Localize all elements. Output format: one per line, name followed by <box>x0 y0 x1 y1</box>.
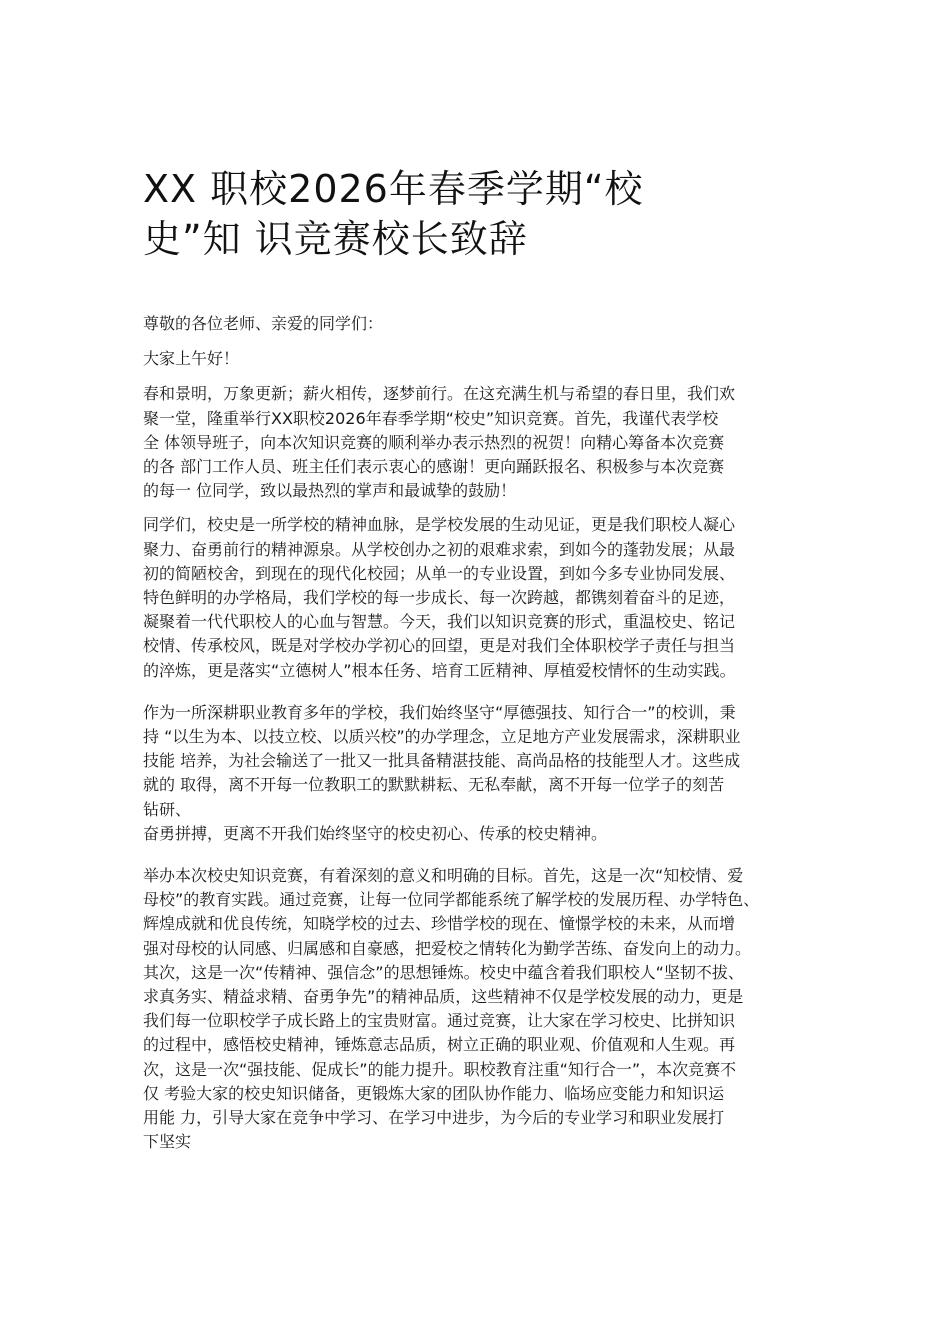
paragraph-line: 下坚实 <box>143 1132 192 1152</box>
paragraph-line: 就的 取得，离不开每一位教职工的默默耕耘、无私奉献，离不开每一位学子的刻苦 <box>143 775 725 795</box>
paragraph-line: 初的简陋校舍，到现在的现代化校园；从单一的专业设置，到如今多专业协同发展、 <box>143 563 736 583</box>
paragraph-line: 的淬炼，更是落实“立德树人”根本任务、培育工匠精神、厚植爱校情怀的生动实践。 <box>143 660 736 680</box>
paragraph-line: 求真务实、精益求精、奋勇争先”的精神品质，这些精神不仅是学校发展的动力，更是 <box>143 987 744 1007</box>
paragraph-line: 次，这是一次“强技能、促成长”的能力提升。职校教育注重“知行合一”，本次竞赛不 <box>143 1059 737 1079</box>
greeting: 大家上午好！ <box>143 349 240 369</box>
paragraph-line: 全 体领导班子，向本次知识竞赛的顺利举办表示热烈的祝贺！向精心筹备本次竞赛 <box>143 432 725 452</box>
paragraph-line: 的过程中，感悟校史精神，锤炼意志品质，树立正确的职业观、价值观和人生观。再 <box>143 1035 736 1055</box>
paragraph-line: 的每一 位同学，致以最热烈的掌声和最诚挚的鼓励！ <box>143 481 517 501</box>
title-line-2: 史”知 识竞赛校长致辞 <box>143 217 528 261</box>
salutation: 尊敬的各位老师、亲爱的同学们： <box>143 314 384 333</box>
paragraph-line: 我们每一位职校学子成长路上的宝贵财富。通过竞赛，让大家在学习校史、比拼知识 <box>143 1011 736 1031</box>
paragraph-line: 同学们，校史是一所学校的精神血脉，是学校发展的生动见证，更是我们职校人凝心 <box>143 515 736 535</box>
paragraph-line: 春和景明，万象更新；薪火相传，逐梦前行。在这充满生机与希望的春日里，我们欢 <box>143 384 736 404</box>
paragraph-line: 奋勇拼搏，更离不开我们始终坚守的校史初心、传承的校史精神。 <box>143 823 608 843</box>
paragraph-3 <box>143 701 823 846</box>
paragraph-line: 仅 考验大家的校史知识储备，更锻炼大家的团队协作能力、临场应变能力和知识运 <box>143 1083 725 1103</box>
paragraph-line: 辉煌成就和优良传统，知晓学校的过去、珍惜学校的现在、憧憬学校的未来，从而增 <box>143 914 736 934</box>
paragraph-line: 其次，这是一次“传精神、强信念”的思想锤炼。校史中蕴含着我们职校人“坚韧不拔、 <box>143 962 744 982</box>
paragraph-4 <box>143 864 823 1154</box>
paragraph-line: 钻研、 <box>143 799 192 819</box>
paragraph-line: 的各 部门工作人员、班主任们表示衷心的感谢！更向踊跃报名、积极参与本次竞赛 <box>143 457 725 477</box>
paragraph-2 <box>143 513 823 682</box>
title-line-1: XX 职校2026年春季学期“校 <box>143 167 644 211</box>
paragraph-1 <box>143 382 823 503</box>
paragraph-line: 强对母校的认同感、归属感和自豪感，把爱校之情转化为勤学苦练、奋发向上的动力。 <box>143 938 752 958</box>
paragraph-line: 校情、传承校风，既是对学校办学初心的回望，更是对我们全体职校学子责任与担当 <box>143 636 736 656</box>
paragraph-line: 举办本次校史知识竞赛，有着深刻的意义和明确的目标。首先，这是一次“知校情、爱 <box>143 866 744 886</box>
paragraph-line: 用能 力，引导大家在竞争中学习、在学习中进步，为今后的专业学习和职业发展打 <box>143 1108 725 1128</box>
paragraph-line: 作为一所深耕职业教育多年的学校，我们始终坚守“厚德强技、知行合一”的校训，秉 <box>143 702 736 722</box>
paragraph-line: 技能 培养，为社会输送了一批又一批具备精湛技能、高尚品格的技能型人才。这些成 <box>143 751 741 771</box>
paragraph-line: 聚一堂，隆重举行XX职校2026年春季学期“校史”知识竞赛。首先，我谨代表学校 <box>143 408 719 428</box>
paragraph-line: 聚力、奋勇前行的精神源泉。从学校创办之初的艰难求索，到如今的蓬勃发展；从最 <box>143 539 736 559</box>
paragraph-line: 凝聚着一代代职校人的心血与智慧。今天，我们以知识竞赛的形式，重温校史、铭记 <box>143 612 736 632</box>
document-body <box>143 312 823 1155</box>
document-title <box>143 164 743 264</box>
paragraph-line: 特色鲜明的办学格局，我们学校的每一步成长、每一次跨越，都镌刻着奋斗的足迹， <box>143 588 736 608</box>
paragraph-line: 母校”的教育实践。通过竞赛，让每一位同学都能系统了解学校的发展历程、办学特色、 <box>143 890 760 910</box>
paragraph-line: 持 “以生为本、以技立校、以质兴校”的办学理念，立足地方产业发展需求，深耕职业 <box>143 727 741 747</box>
